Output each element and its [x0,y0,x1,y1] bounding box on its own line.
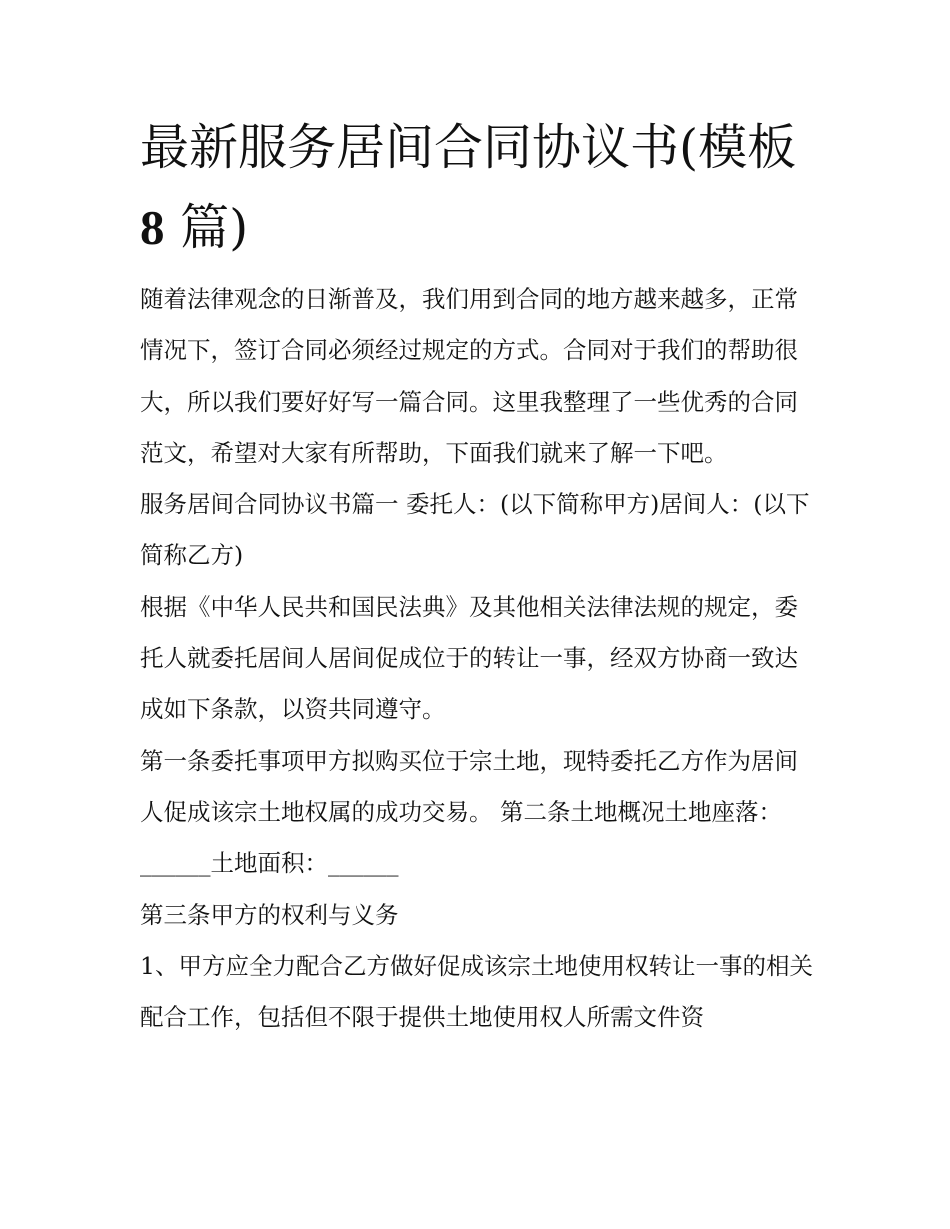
document-body [140,274,820,1043]
document-title [140,108,820,268]
paragraph-article-3-item-1: 1、甲方应全力配合乙方做好促成该宗土地使用权转让一事的相关配合工作，包括但不限于提供土地使用权人所需文件资 [140,951,813,1032]
title-line-1: 最新服务居间合同协议书(模板 [140,119,797,176]
paragraph-basis: 根据《中华人民共和国民法典》及其他相关法律法规的规定，委托人就委托居间人居间促成位于的转让一事，经双方协商一致达成如下条款，以资共同遵守。 [140,592,798,724]
paragraph-article-1-2: 第一条委托事项甲方拟购买位于宗土地，现特委托乙方作为居间人促成该宗土地权属的成功交易。 第二条土地概况土地座落：______土地面积：______ [140,746,798,878]
paragraph-article-3-heading: 第三条甲方的权利与义务 [140,900,399,929]
paragraph-parties: 服务居间合同协议书篇一 委托人：(以下简称甲方)居间人：(以下简称乙方) [140,490,810,570]
title-line-2: 篇) [164,199,249,256]
paragraph-intro: 随着法律观念的日渐普及，我们用到合同的地方越来越多，正常情况下，签订合同必须经过规定的方式。合同对于我们的帮助很大，所以我们要好好写一篇合同。这里我整理了一些优秀的合同范文，希望对大家有所帮助，下面我们就来了解一下吧。 [140,285,798,467]
title-number: 8 [140,200,165,255]
